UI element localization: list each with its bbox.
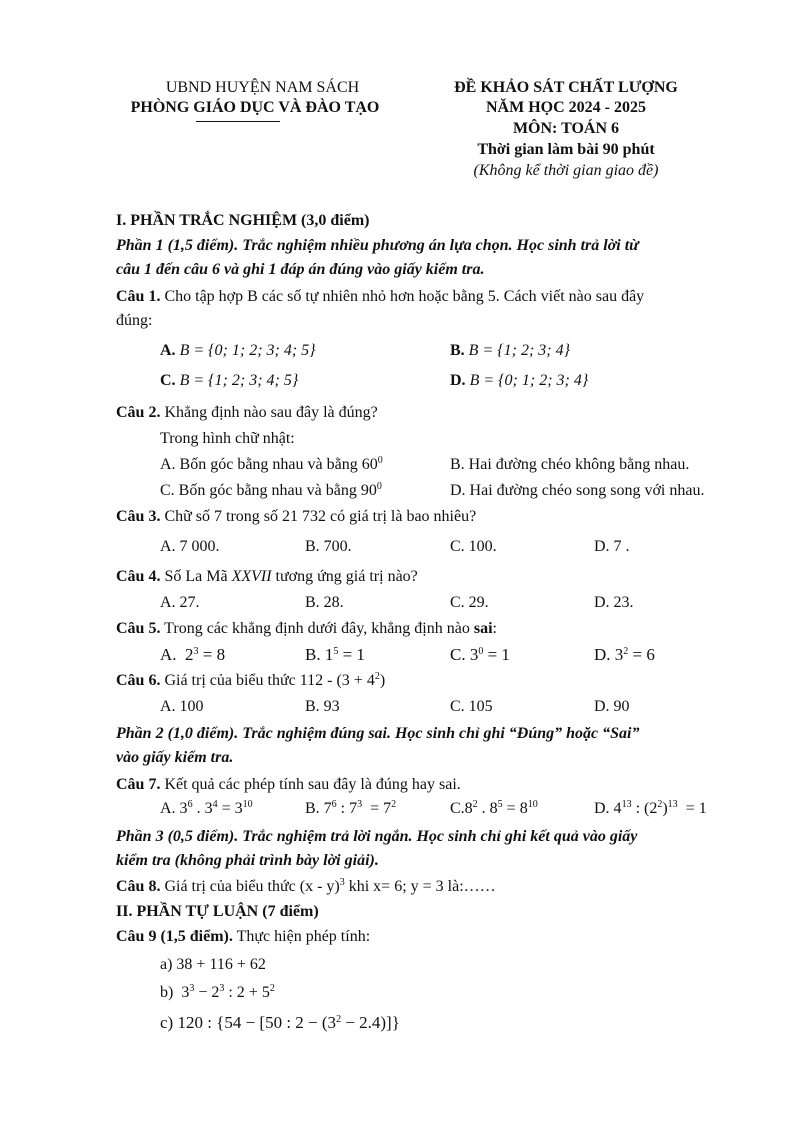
- q3-question: [116, 506, 746, 528]
- header-left-underline: [196, 121, 280, 122]
- q9-part-c: [160, 1012, 400, 1034]
- q5-option-b-base: 1: [324, 645, 334, 664]
- header-left-line2: PHÒNG GIÁO DỤC VÀ ĐÀO TẠO: [130, 99, 380, 116]
- q5-option-d-rest: = 6: [628, 645, 655, 664]
- q1-label: Câu 1.: [116, 288, 161, 305]
- q1-option-c-text: B = {1; 2; 3; 4; 5}: [179, 372, 299, 389]
- q8-text-post: khi x= 6; y = 3 là:……: [344, 878, 496, 895]
- header-right-line5: (Không kể thời gian giao đề): [473, 162, 659, 179]
- q2-option-c-text: C. Bốn góc bằng nhau và bằng 90: [160, 482, 377, 499]
- q2-option-a-text: A. Bốn góc bằng nhau và bằng 60: [160, 456, 378, 473]
- q3-option-b: B. 700.: [305, 538, 352, 555]
- q6-text-post: ): [379, 672, 386, 689]
- part2-instruction-line2: vào giấy kiểm tra.: [116, 749, 234, 766]
- section1-title: I. PHẦN TRẮC NGHIỆM (3,0 điểm): [116, 212, 370, 229]
- q4-option-d: D. 23.: [594, 594, 634, 611]
- q9-part-a: a) 38 + 116 + 62: [160, 956, 266, 973]
- q6-question: [116, 670, 746, 692]
- q7-statement-c: $C.8^2$ . $8^5 = 8^{10}$: [450, 799, 538, 817]
- q6-option-a: A. 100: [160, 698, 204, 715]
- q5-option-d: [594, 644, 655, 666]
- q5-option-c: [450, 644, 510, 666]
- q9-part-c-sup: 2: [336, 1014, 342, 1025]
- q5-option-a-base: 2: [185, 645, 194, 664]
- part1-instruction-line2: câu 1 đến câu 6 và ghi 1 đáp án đúng vào giấy kiểm tra.: [116, 261, 485, 278]
- q4-option-a: A. 27.: [160, 594, 200, 611]
- q5-text-pre: Trong các khẳng định dưới đây, khẳng định nào: [164, 620, 474, 637]
- q6-option-d: D. 90: [594, 698, 630, 715]
- q1-option-d-label: D.: [450, 372, 466, 389]
- q8-text-pre: Giá trị của biểu thức (x - y): [164, 878, 340, 895]
- q5-option-c-label: C.: [450, 645, 466, 664]
- q5-option-a: [160, 644, 225, 666]
- q1-option-b-text: B = {1; 2; 3; 4}: [468, 342, 571, 359]
- q5-option-a-label: A.: [160, 645, 177, 664]
- header-right-line3: MÔN: TOÁN 6: [512, 120, 620, 137]
- q2-label: Câu 2.: [116, 404, 161, 421]
- q7-label: Câu 7.: [116, 776, 161, 793]
- q2-option-c-degree: 0: [376, 481, 382, 492]
- q2-option-b: B. Hai đường chéo không bằng nhau.: [450, 456, 690, 473]
- q2-text: Khẳng định nào sau đây là đúng?: [164, 404, 378, 421]
- q5-question: [116, 618, 746, 640]
- q2-option-d: D. Hai đường chéo song song với nhau.: [450, 482, 705, 499]
- q5-text-post: :: [492, 620, 497, 637]
- q6-label: Câu 6.: [116, 672, 161, 689]
- q2-option-a-degree: 0: [377, 455, 383, 466]
- q1-question: [116, 286, 746, 308]
- q5-option-b: [305, 644, 365, 666]
- q3-text: Chữ số 7 trong số 21 732 có giá trị là bao nhiêu?: [164, 508, 477, 525]
- q2-question: [116, 402, 746, 424]
- q9-label: Câu 9 (1,5 điểm).: [116, 928, 233, 945]
- q9-part-b: b) $3^3 - 2^3$ : $2 + 5^2$: [160, 983, 275, 1001]
- q1-option-c-label: C.: [160, 372, 176, 389]
- part3-instruction-line2: kiểm tra (không phải trình bày lời giải).: [116, 852, 379, 869]
- q1-text-line2: đúng:: [116, 312, 153, 329]
- q1-option-a-text: B = {0; 1; 2; 3; 4; 5}: [179, 342, 316, 359]
- q6-text-sup: 2: [374, 671, 380, 682]
- q8-label: Câu 8.: [116, 878, 161, 895]
- q5-option-d-label: D.: [594, 645, 611, 664]
- q3-option-a: A. 7 000.: [160, 538, 220, 555]
- q9-question: [116, 926, 746, 948]
- q1-option-c: [160, 370, 298, 392]
- q1-option-b: [450, 340, 570, 362]
- q1-option-a-label: A.: [160, 342, 176, 359]
- q3-option-d: D. 7 .: [594, 538, 630, 555]
- q2-stem: Trong hình chữ nhật:: [160, 430, 295, 447]
- header-right-line4: Thời gian làm bài 90 phút: [477, 141, 655, 158]
- q7-question: [116, 774, 746, 796]
- q4-text-pre: Số La Mã: [164, 568, 232, 585]
- q1-option-d: [450, 370, 588, 392]
- q4-option-c: C. 29.: [450, 594, 489, 611]
- q5-option-d-base: 3: [614, 645, 624, 664]
- q5-option-c-base: 3: [469, 645, 479, 664]
- q3-option-c: C. 100.: [450, 538, 497, 555]
- q5-text-bold: sai: [473, 620, 493, 637]
- q9-part-c-post: − 2.4)]}: [341, 1013, 400, 1032]
- q9-text: Thực hiện phép tính:: [236, 928, 371, 945]
- q5-option-d-exp: 2: [623, 646, 629, 657]
- q4-text-post: tương ứng giá trị nào?: [271, 568, 418, 585]
- section2-title: II. PHẦN TỰ LUẬN (7 điểm): [116, 903, 319, 920]
- q5-option-a-exp: 3: [193, 646, 199, 657]
- header-right-line2: NĂM HỌC 2024 - 2025: [486, 99, 646, 116]
- q5-option-b-label: B.: [305, 645, 321, 664]
- q3-label: Câu 3.: [116, 508, 161, 525]
- q5-option-a-rest: = 8: [198, 645, 226, 664]
- q5-option-c-exp: 0: [478, 646, 484, 657]
- q1-text-line1: Cho tập hợp B các số tự nhiên nhỏ hơn hoặc bằng 5. Cách viết nào sau đây: [164, 288, 645, 305]
- part3-instruction-line1: Phần 3 (0,5 điểm). Trắc nghiệm trả lời ngắn. Học sinh chỉ ghi kết quả vào giấy: [116, 828, 638, 845]
- q2-option-c: [160, 480, 382, 502]
- q6-option-c: C. 105: [450, 698, 493, 715]
- q1-option-d-text: B = {0; 1; 2; 3; 4}: [469, 372, 589, 389]
- part1-instruction-line1: Phần 1 (1,5 điểm). Trắc nghiệm nhiều phương án lựa chọn. Học sinh trả lời từ: [116, 237, 639, 254]
- q4-option-b: B. 28.: [305, 594, 344, 611]
- part2-instruction-line1: Phần 2 (1,0 điểm). Trắc nghiệm đúng sai. Học sinh chỉ ghi “Đúng” hoặc “Sai”: [116, 725, 640, 742]
- q7-text: Kết quả các phép tính sau đây là đúng hay sai.: [164, 776, 461, 793]
- q4-roman-numeral: XXVII: [231, 568, 272, 585]
- q5-option-c-rest: = 1: [483, 645, 510, 664]
- q5-option-b-rest: = 1: [338, 645, 365, 664]
- q8-question: [116, 876, 746, 898]
- q5-option-b-exp: 5: [333, 646, 339, 657]
- q6-text-pre: Giá trị của biểu thức 112 - (3 + 4: [164, 672, 375, 689]
- q1-option-b-label: B.: [450, 342, 465, 359]
- q2-option-a: [160, 454, 383, 476]
- q4-question: [116, 566, 746, 588]
- q7-statement-d: D. $4^{13}$ : $(2^2)^{13} = 1$: [594, 799, 707, 817]
- q1-option-a: [160, 340, 316, 362]
- q9-part-c-pre: c) 120 : {54 − [50 : 2 − (3: [160, 1013, 337, 1032]
- q5-label: Câu 5.: [116, 620, 161, 637]
- q7-statement-a: A. $3^6$ . $3^4 = 3^{10}$: [160, 799, 253, 817]
- q7-statement-b: B. $7^6$ : $7^3 = 7^2$: [305, 799, 397, 817]
- header-left-line1: UBND HUYỆN NAM SÁCH: [165, 79, 360, 96]
- header-right-line1: ĐỀ KHẢO SÁT CHẤT LƯỢNG: [454, 79, 678, 96]
- q4-label: Câu 4.: [116, 568, 161, 585]
- q8-text-sup: 3: [339, 877, 345, 888]
- q6-option-b: B. 93: [305, 698, 340, 715]
